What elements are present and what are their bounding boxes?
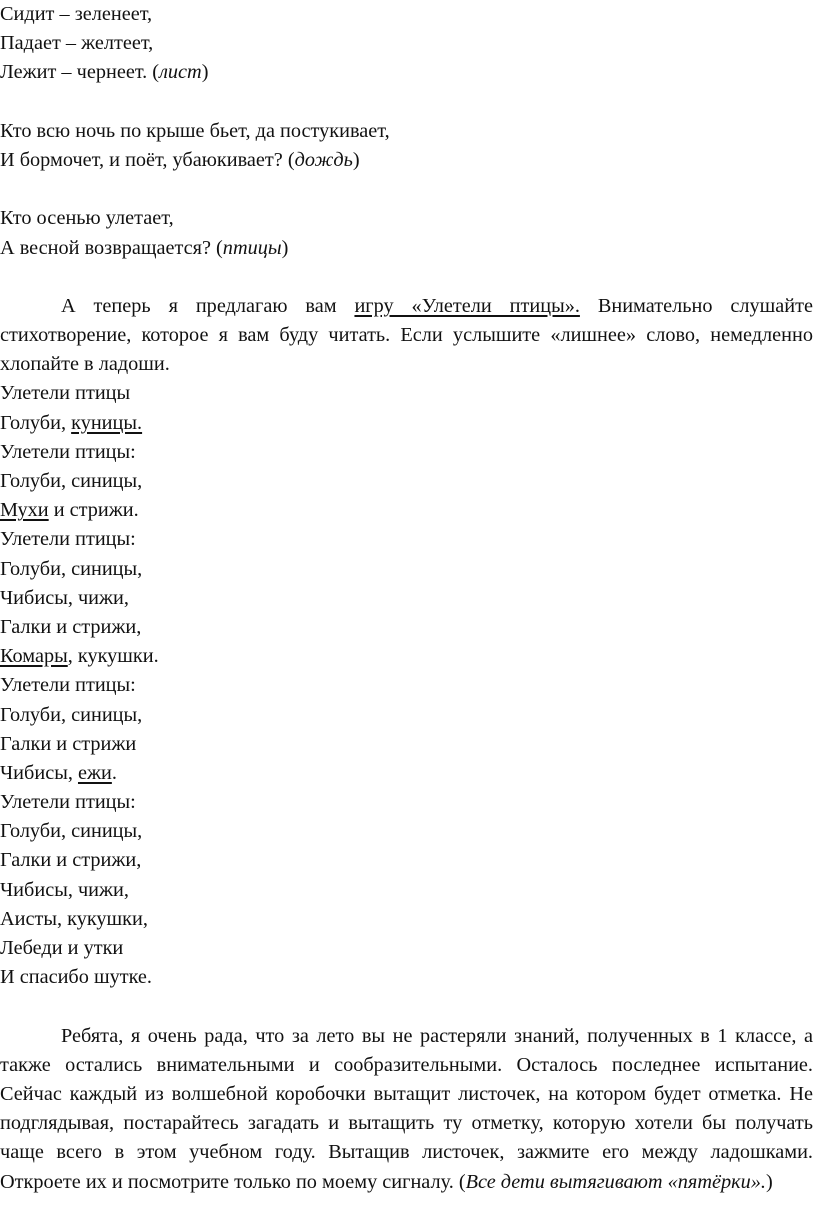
poem-text: и стрижи. bbox=[48, 499, 139, 522]
riddle-paren: ) bbox=[201, 61, 209, 84]
poem-line bbox=[0, 525, 813, 554]
poem-text: Голуби, синицы, bbox=[0, 557, 143, 580]
poem-text: Чибисы, чижи, bbox=[0, 586, 129, 609]
poem-text: Голуби, синицы, bbox=[0, 470, 143, 493]
blank-line bbox=[0, 992, 813, 1021]
extra-word: Мухи bbox=[0, 499, 49, 522]
poem-text: Голуби, синицы, bbox=[0, 703, 143, 726]
closing-remark: Все дети вытягивают «пятёрки». bbox=[465, 1170, 766, 1193]
poem-text: Улетели птицы: bbox=[0, 528, 136, 551]
extra-word: ежи bbox=[77, 761, 112, 784]
riddle-line: Кто осенью улетает, bbox=[0, 207, 174, 230]
poem-text: . bbox=[111, 761, 117, 784]
riddle-answer: дождь bbox=[294, 148, 353, 171]
poem-line bbox=[0, 846, 813, 875]
poem-line bbox=[0, 409, 813, 438]
poem bbox=[0, 379, 813, 992]
poem-text: Чибисы, чижи, bbox=[0, 878, 129, 901]
poem-line bbox=[0, 467, 813, 496]
poem-text: Улетели птицы: bbox=[0, 440, 136, 463]
riddle-answer: птицы bbox=[222, 236, 282, 259]
poem-text: Голуби, bbox=[0, 411, 72, 434]
intro-paragraph bbox=[0, 292, 813, 380]
riddle-text: И бормочет, и поёт, убаюкивает? ( bbox=[0, 148, 295, 171]
poem-line bbox=[0, 788, 813, 817]
riddle-text: Лежит – чернеет. ( bbox=[0, 61, 160, 84]
poem-line bbox=[0, 701, 813, 730]
riddle-line: Сидит – зеленеет, bbox=[0, 3, 153, 25]
poem-text: Галки и стрижи, bbox=[0, 615, 142, 638]
riddle-line: Падает – желтеет, bbox=[0, 32, 154, 55]
poem-text: Улетели птицы: bbox=[0, 674, 136, 697]
poem-text: Голуби, синицы, bbox=[0, 820, 143, 843]
riddle-1 bbox=[0, 0, 813, 88]
poem-line bbox=[0, 584, 813, 613]
poem-line bbox=[0, 555, 813, 584]
riddle-answer-line bbox=[0, 234, 813, 263]
poem-text: И спасибо шутке. bbox=[0, 966, 153, 989]
poem-text: Аисты, кукушки, bbox=[0, 907, 148, 930]
poem-line bbox=[0, 613, 813, 642]
poem-text: Улетели птицы bbox=[0, 382, 131, 405]
poem-text: Галки и стрижи, bbox=[0, 849, 142, 872]
riddle-paren: ) bbox=[281, 236, 289, 259]
poem-line bbox=[0, 905, 813, 934]
blank-line bbox=[0, 88, 813, 117]
riddle-3 bbox=[0, 204, 813, 262]
poem-text: Улетели птицы: bbox=[0, 791, 136, 814]
blank-line bbox=[0, 175, 813, 204]
poem-line bbox=[0, 817, 813, 846]
closing-paren: ) bbox=[765, 1170, 773, 1193]
riddle-line: Кто всю ночь по крыше бьет, да постукивает, bbox=[0, 119, 390, 142]
riddle-answer: лист bbox=[159, 61, 202, 84]
extra-word: куницы. bbox=[71, 411, 143, 434]
intro-text: А теперь я предлагаю вам bbox=[61, 294, 355, 317]
closing-paragraph bbox=[0, 1022, 813, 1197]
poem-line bbox=[0, 438, 813, 467]
poem-text: Галки и стрижи bbox=[0, 732, 137, 755]
game-title: игру «Улетели птицы». bbox=[354, 294, 580, 317]
blank-line bbox=[0, 263, 813, 292]
poem-line bbox=[0, 759, 813, 788]
intro-text-rest: Внимательно слушайте стихотворение, которое я вам буду читать. Если услышите «лишнее» слово, немедленно хлопайте в ладоши. bbox=[0, 294, 813, 376]
riddle-2 bbox=[0, 117, 813, 175]
riddle-answer-line bbox=[0, 58, 813, 87]
riddle-paren: ) bbox=[352, 148, 360, 171]
poem-line bbox=[0, 963, 813, 992]
poem-line bbox=[0, 642, 813, 671]
riddle-text: А весной возвращается? ( bbox=[0, 236, 223, 259]
poem-text: , кукушки. bbox=[67, 645, 159, 668]
poem-line bbox=[0, 876, 813, 905]
poem-line bbox=[0, 379, 813, 408]
poem-line bbox=[0, 496, 813, 525]
closing-text: Ребята, я очень рада, что за лето вы не растеряли знаний, полученных в 1 классе, а также остались внимательными и сообразительными. Осталось последнее испытание. Сейчас каждый из волшебной коробочки вытащит листочек, на котором будет отметка. Не подглядывая, постарайтесь загадать и вытащить ту отметку, которую хотели бы получать чаще всего в этом учебном году. Вытащив листочек, зажмите его между ладошками. Откроете их и посмотрите только по моему сигналу. ( bbox=[0, 1024, 813, 1193]
extra-word: Комары bbox=[0, 645, 68, 668]
poem-text: Лебеди и утки bbox=[0, 937, 124, 960]
poem-line bbox=[0, 671, 813, 700]
riddle-answer-line bbox=[0, 146, 813, 175]
poem-text: Чибисы, bbox=[0, 761, 78, 784]
poem-line bbox=[0, 730, 813, 759]
poem-line bbox=[0, 934, 813, 963]
